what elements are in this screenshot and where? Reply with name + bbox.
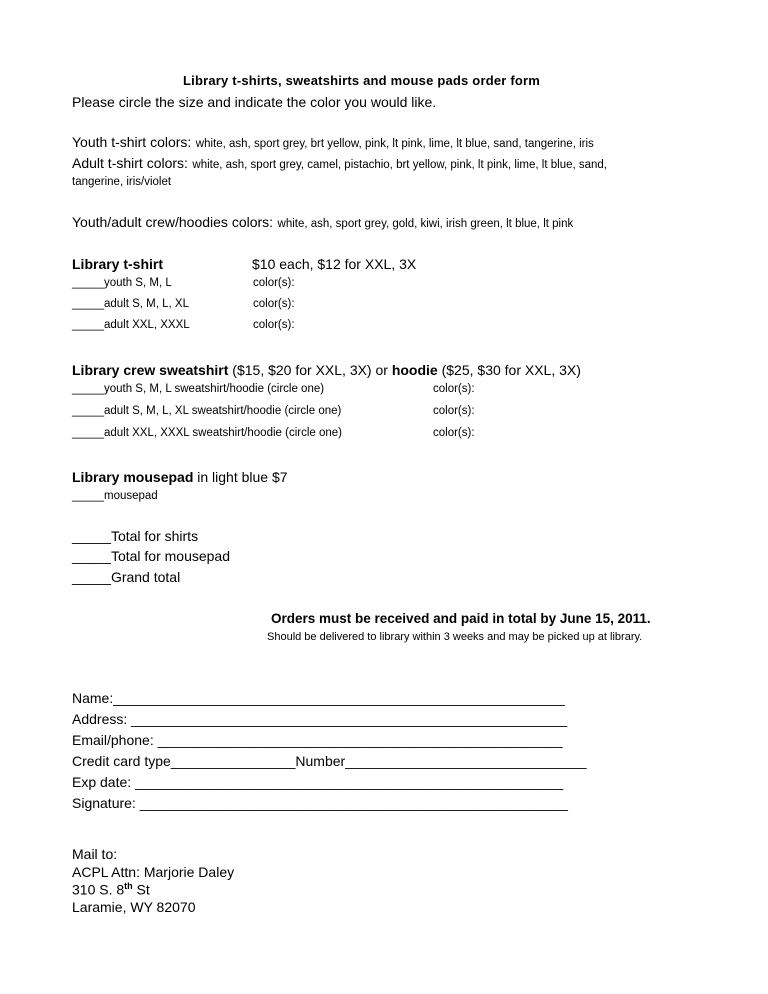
sweatshirt-color-label: color(s): [433, 427, 475, 439]
adult-colors-cont: tangerine, iris/violet [72, 176, 172, 188]
form-title: Library t-shirts, sweatshirts and mouse pads order form [183, 73, 541, 88]
signature-field[interactable]: Signature: _______________________________________________________ [72, 795, 568, 811]
mousepad-heading-line [72, 469, 288, 485]
mousepad-line-label: mousepad [103, 490, 158, 502]
sweatshirt-line [72, 383, 324, 395]
intro-text: Please circle the size and indicate the color you would like. [72, 94, 437, 110]
hoodie-heading: hoodie [391, 362, 438, 378]
sweatshirt-heading-line [72, 362, 581, 378]
youth-colors [72, 134, 594, 152]
card-number-field[interactable]: Number_______________________________ [295, 753, 587, 769]
qty-blank[interactable]: _____ [72, 405, 104, 417]
sweatshirt-line-label: adult XXL, XXXL sweatshirt/hoodie (circle one) [103, 427, 342, 439]
mail-attn: ACPL Attn: Marjorie Daley [72, 864, 235, 880]
total-label: Grand total [110, 569, 181, 585]
sweatshirt-color-label: color(s): [433, 405, 475, 417]
street-number: 310 S. 8 [72, 881, 125, 898]
street-ordinal: th [124, 881, 133, 891]
qty-blank[interactable]: _____ [72, 298, 104, 310]
tshirt-line-label: adult S, M, L, XL [103, 298, 189, 310]
adult-colors-label: Adult t-shirt colors: [72, 155, 188, 171]
total-line [72, 528, 198, 544]
youth-colors-label: Youth t-shirt colors: [72, 134, 192, 150]
tshirt-line [72, 298, 189, 310]
tshirt-line [72, 319, 190, 331]
mousepad-line [72, 490, 158, 502]
mail-to-label: Mail to: [72, 846, 118, 862]
mail-city: Laramie, WY 82070 [72, 899, 196, 915]
total-line [72, 569, 180, 585]
adult-colors [72, 155, 607, 173]
qty-blank[interactable]: _____ [72, 569, 111, 585]
qty-blank[interactable]: _____ [72, 490, 104, 502]
sweatshirt-heading: Library crew sweatshirt [72, 362, 229, 378]
tshirt-color-label: color(s): [253, 319, 295, 331]
tshirt-color-label: color(s): [253, 277, 295, 289]
mousepad-price: in light blue $7 [193, 469, 288, 485]
sweatshirt-line [72, 405, 341, 417]
qty-blank[interactable]: _____ [72, 528, 111, 544]
crew-colors-label: Youth/adult crew/hoodies colors: [72, 214, 274, 230]
crew-colors-list: white, ash, sport grey, gold, kiwi, irish green, lt blue, lt pink [277, 218, 574, 230]
deadline-main: Orders must be received and paid in total by June 15, 2011. [271, 611, 651, 626]
total-label: Total for shirts [110, 528, 199, 544]
mail-street [72, 881, 150, 898]
credit-card-type-field[interactable]: Credit card type________________ [72, 753, 296, 769]
total-label: Total for mousepad [110, 548, 231, 564]
youth-colors-list: white, ash, sport grey, brt yellow, pink, lt pink, lime, lt blue, sand, tangerine, iris [195, 138, 594, 150]
mousepad-heading: Library mousepad [72, 469, 194, 485]
tshirt-color-label: color(s): [253, 298, 295, 310]
deadline-sub: Should be delivered to library within 3 weeks and may be picked up at library. [267, 631, 643, 643]
address-field[interactable]: Address: ________________________________________________________ [72, 711, 568, 727]
tshirt-line-label: youth S, M, L [103, 277, 172, 289]
total-line [72, 548, 230, 564]
qty-blank[interactable]: _____ [72, 383, 104, 395]
crew-colors [72, 214, 573, 232]
sweatshirt-color-label: color(s): [433, 383, 475, 395]
tshirt-line [72, 277, 172, 289]
sweatshirt-line-label: adult S, M, L, XL sweatshirt/hoodie (circle one) [103, 405, 342, 417]
qty-blank[interactable]: _____ [72, 277, 104, 289]
credit-card-line [72, 753, 587, 769]
sweatshirt-line [72, 427, 342, 439]
name-field[interactable]: Name:__________________________________________________________ [72, 690, 565, 706]
email-phone-field[interactable]: Email/phone: ____________________________________________________ [72, 732, 563, 748]
qty-blank[interactable]: _____ [72, 319, 104, 331]
sweatshirt-line-label: youth S, M, L sweatshirt/hoodie (circle one) [103, 383, 325, 395]
qty-blank[interactable]: _____ [72, 427, 104, 439]
sweatshirt-price: ($15, $20 for XXL, 3X) or [228, 362, 392, 378]
hoodie-price: ($25, $30 for XXL, 3X) [437, 362, 581, 378]
exp-date-field[interactable]: Exp date: _______________________________________________________ [72, 774, 564, 790]
street-suffix: St [132, 881, 150, 898]
adult-colors-list: white, ash, sport grey, camel, pistachio, brt yellow, pink, lt pink, lime, lt blue, sand, [192, 159, 608, 171]
qty-blank[interactable]: _____ [72, 548, 111, 564]
tshirt-price: $10 each, $12 for XXL, 3X [252, 256, 417, 272]
tshirt-heading: Library t-shirt [72, 256, 164, 272]
tshirt-line-label: adult XXL, XXXL [103, 319, 190, 331]
